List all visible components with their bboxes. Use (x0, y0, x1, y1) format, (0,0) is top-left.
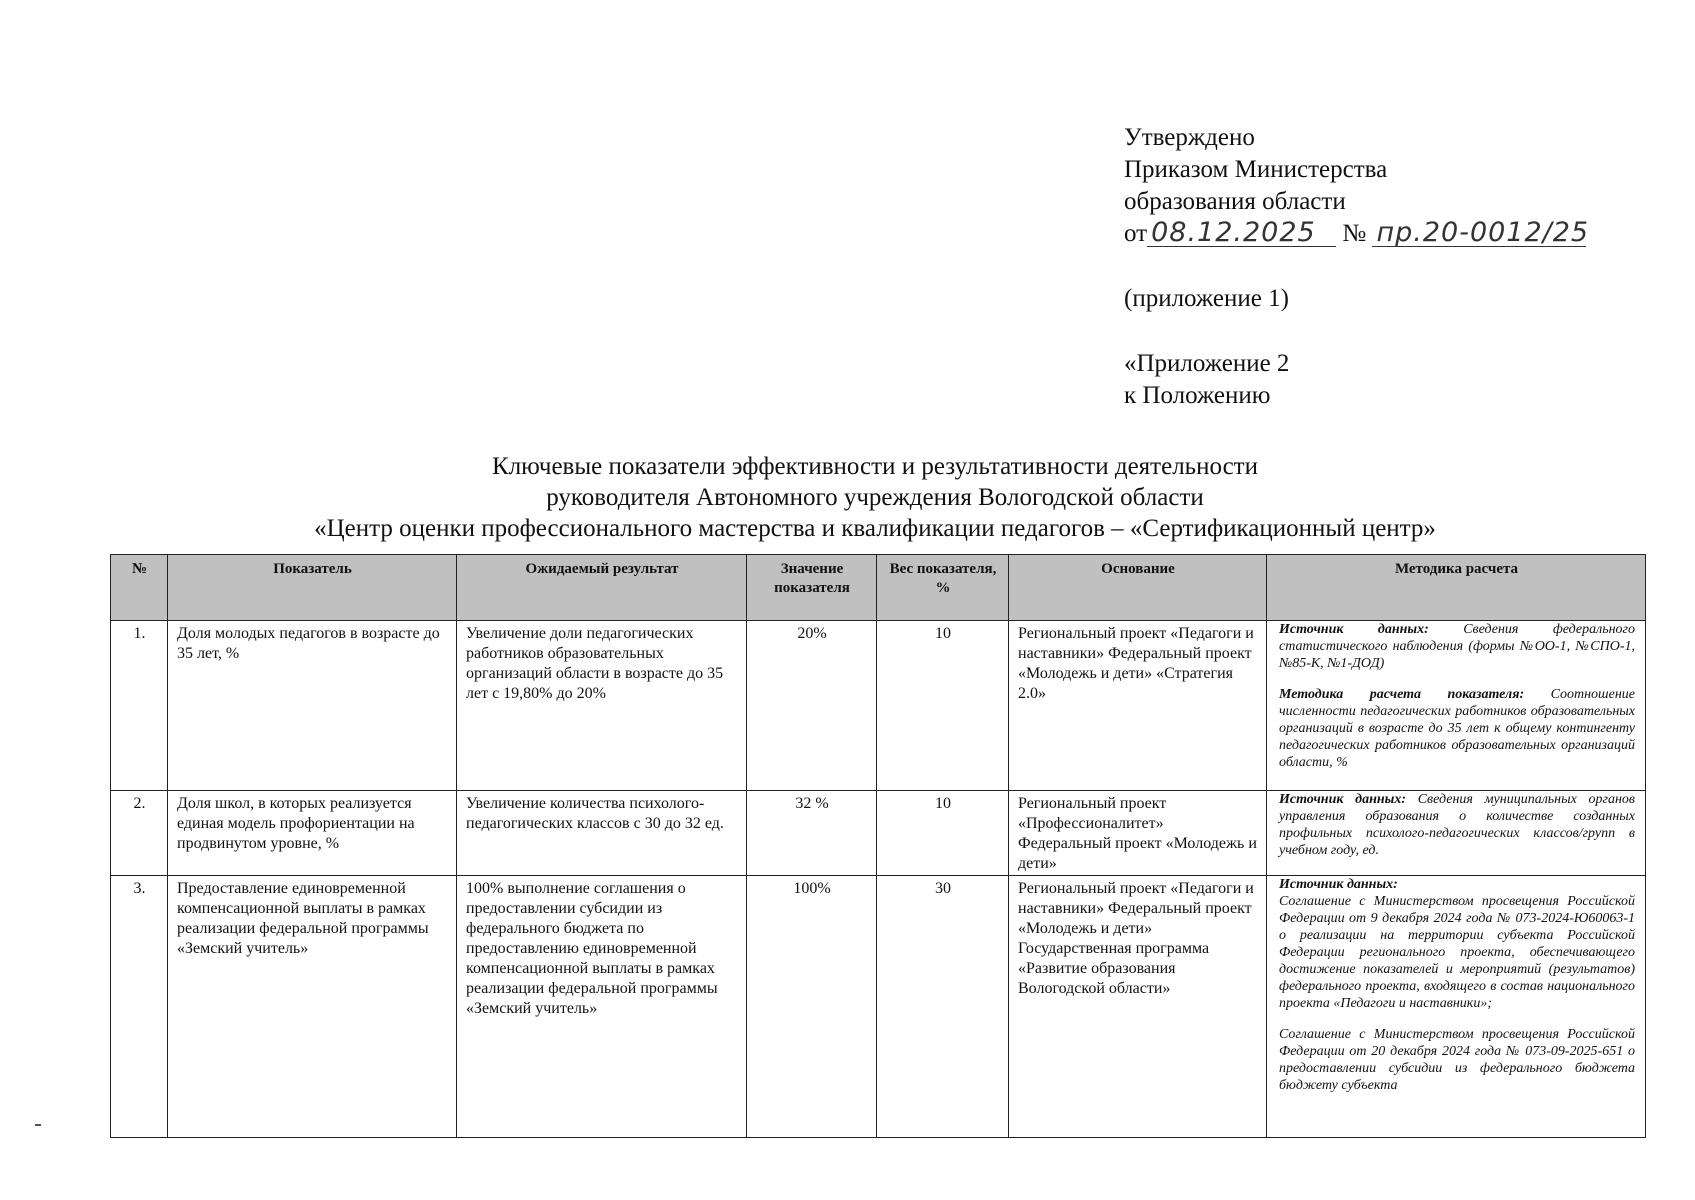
header-basis: Основание (1009, 555, 1267, 621)
table-header-row (111, 555, 1646, 621)
method-source-label: Источник данных: (1279, 877, 1398, 892)
row-number: 2. (111, 791, 168, 876)
row-result: Увеличение доли педагогических работников образовательных организаций области в возрасте до 35 лет с 19,80% до 20% (457, 621, 747, 791)
row-basis: Региональный проект «Педагоги и наставники» Федеральный проект «Молодежь и дети» Государственная программа «Развитие образования Вологодской области» (1009, 876, 1267, 1138)
row-weight: 10 (877, 621, 1009, 791)
method-source-label: Источник данных: (1279, 622, 1429, 637)
header-result: Ожидаемый результат (457, 555, 747, 621)
approved-label: Утверждено (1124, 124, 1255, 151)
method-source-text: Сведения муниципальных органов управления образования о количестве созданных профильных психолого-педагогических классов/групп в учебном году, ед. (1279, 792, 1635, 858)
method-agreement-text: Соглашение с Министерством просвещения Российской Федерации от 20 декабря 2024 года № 073-09-2025-651 о предоставлении субсидии из федерального бюджета бюджету субъекта (1279, 1027, 1635, 1093)
title-line-1: Ключевые показатели эффективности и результативности деятельности (492, 453, 1258, 480)
row-method (1267, 621, 1646, 791)
table-row (111, 621, 1646, 791)
ministry-label: образования области (1124, 188, 1346, 215)
table-row (111, 791, 1646, 876)
table-row (111, 876, 1646, 1138)
row-indicator: Доля школ, в которых реализуется единая модель профориентации на продвинутом уровне, % (168, 791, 457, 876)
handwritten-number: пр.20-0012/25 (1372, 220, 1586, 247)
document-title (110, 451, 1640, 544)
scan-speck (35, 1124, 41, 1126)
order-date-number (1124, 218, 1644, 250)
row-result: 100% выполнение соглашения о предоставлении субсидии из федерального бюджета по предоставлению единовременной компенсационной выплаты в рамках реализации федеральной программы «Земский учитель» (457, 876, 747, 1138)
kpi-table (110, 554, 1646, 1138)
row-weight: 10 (877, 791, 1009, 876)
title-line-2: руководителя Автономного учреждения Вологодской области (546, 484, 1204, 511)
row-method (1267, 791, 1646, 876)
row-result: Увеличение количества психолого-педагогических классов с 30 до 32 ед. (457, 791, 747, 876)
header-value: Значение показателя (747, 555, 877, 621)
row-indicator: Доля молодых педагогов в возрасте до 35 лет, % (168, 621, 457, 791)
method-calc-text: Соотношение численности педагогических работников образовательных организаций в возрасте до 35 лет к общему контингенту педагогических работников образовательных организаций области, % (1279, 687, 1635, 770)
header-weight: Вес показателя, % (877, 555, 1009, 621)
row-value: 32 % (747, 791, 877, 876)
row-method (1267, 876, 1646, 1138)
header-number: № (111, 555, 168, 621)
regulation-label: к Положению (1124, 382, 1271, 409)
header-method: Методика расчета (1267, 555, 1646, 621)
row-value: 100% (747, 876, 877, 1138)
row-number: 3. (111, 876, 168, 1138)
row-number: 1. (111, 621, 168, 791)
from-label: от (1124, 220, 1148, 247)
row-indicator: Предоставление единовременной компенсационной выплаты в рамках реализации федеральной программы «Земский учитель» (168, 876, 457, 1138)
row-value: 20% (747, 621, 877, 791)
title-line-3: «Центр оценки профессионального мастерства и квалификации педагогов – «Сертификационный центр» (314, 515, 1436, 542)
attachment-label: (приложение 1) (1124, 285, 1289, 312)
order-label: Приказом Министерства (1124, 156, 1388, 183)
header-indicator: Показатель (168, 555, 457, 621)
method-source-label: Источник данных: (1279, 792, 1407, 807)
number-label: № (1342, 220, 1367, 247)
method-calc-label: Методика расчета показателя: (1279, 687, 1525, 702)
appendix-label: «Приложение 2 (1124, 350, 1290, 377)
row-weight: 30 (877, 876, 1009, 1138)
method-source-text: Соглашение с Министерством просвещения Российской Федерации от 9 декабря 2024 года № 073-2024-Ю60063-1 о реализации на территории субъекта Российской Федерации регионального проекта, обеспечивающего достижение показателей и мероприятий (результатов) федерального проекта, входящего в состав национального проекта «Педагоги и наставники»; (1279, 894, 1635, 1011)
handwritten-date: 08.12.2025 (1147, 220, 1336, 247)
row-basis: Региональный проект «Профессионалитет» Федеральный проект «Молодежь и дети» (1009, 791, 1267, 876)
approval-block (1124, 122, 1644, 412)
method-source-text: Сведения федерального статистического наблюдения (формы №ОО-1, №СПО-1, №85-К, №1-ДОД) (1279, 622, 1635, 671)
row-basis: Региональный проект «Педагоги и наставники» Федеральный проект «Молодежь и дети» «Стратегия 2.0» (1009, 621, 1267, 791)
